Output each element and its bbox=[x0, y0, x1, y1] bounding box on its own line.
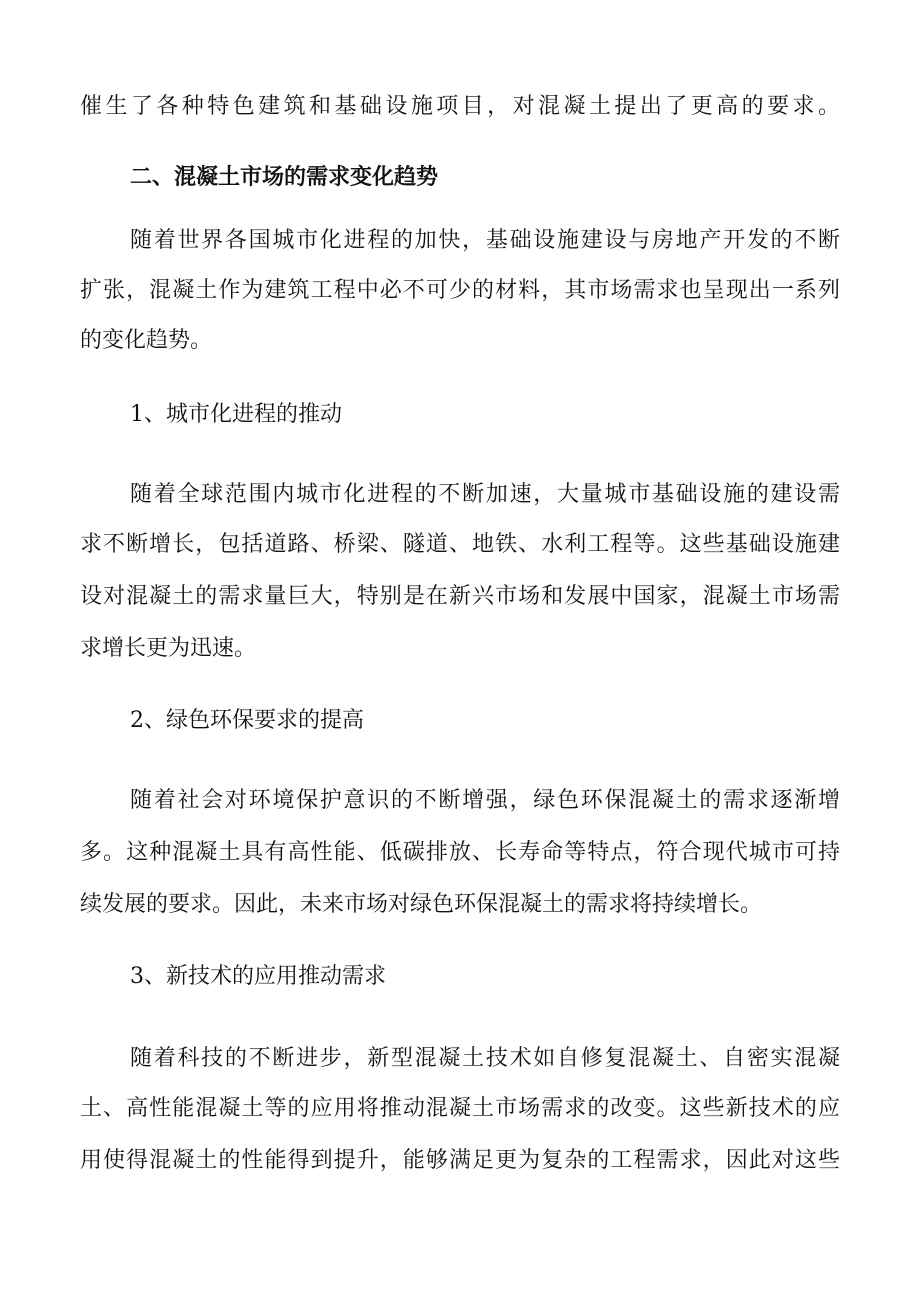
subsection-heading: 2、绿色环保要求的提高 bbox=[130, 708, 364, 733]
paragraph-line: 多。这种混凝土具有高性能、低碳排放、长寿命等特点，符合现代城市可持 bbox=[80, 840, 840, 865]
paragraph-line: 扩张，混凝土作为建筑工程中必不可少的材料，其市场需求也呈现出一系列 bbox=[80, 278, 840, 303]
section-heading: 二、混凝土市场的需求变化趋势 bbox=[130, 164, 439, 190]
paragraph-line: 续发展的要求。因此，未来市场对绿色环保混凝土的需求将持续增长。 bbox=[80, 892, 763, 917]
paragraph-line: 求不断增长，包括道路、桥梁、隧道、地铁、水利工程等。这些基础设施建 bbox=[80, 532, 840, 557]
paragraph-line: 随着世界各国城市化进程的加快，基础设施建设与房地产开发的不断 bbox=[130, 228, 840, 253]
paragraph-line: 设对混凝土的需求量巨大，特别是在新兴市场和发展中国家，混凝土市场需 bbox=[80, 584, 840, 609]
paragraph-line: 随着社会对环境保护意识的不断增强，绿色环保混凝土的需求逐渐增 bbox=[130, 788, 840, 813]
paragraph-line: 随着科技的不断进步，新型混凝土技术如自修复混凝土、自密实混凝 bbox=[130, 1046, 840, 1071]
paragraph-line: 求增长更为迅速。 bbox=[80, 636, 257, 661]
paragraph-line: 催生了各种特色建筑和基础设施项目，对混凝土提出了更高的要求。 bbox=[80, 94, 840, 119]
paragraph-line: 的变化趋势。 bbox=[80, 328, 213, 353]
subsection-heading: 3、新技术的应用推动需求 bbox=[130, 964, 386, 989]
paragraph-line: 随着全球范围内城市化进程的不断加速，大量城市基础设施的建设需 bbox=[130, 482, 840, 507]
subsection-heading: 1、城市化进程的推动 bbox=[130, 402, 342, 427]
paragraph-line: 用使得混凝土的性能得到提升，能够满足更为复杂的工程需求，因此对这些 bbox=[80, 1148, 840, 1173]
paragraph-line: 土、高性能混凝土等的应用将推动混凝土市场需求的改变。这些新技术的应 bbox=[80, 1096, 840, 1121]
